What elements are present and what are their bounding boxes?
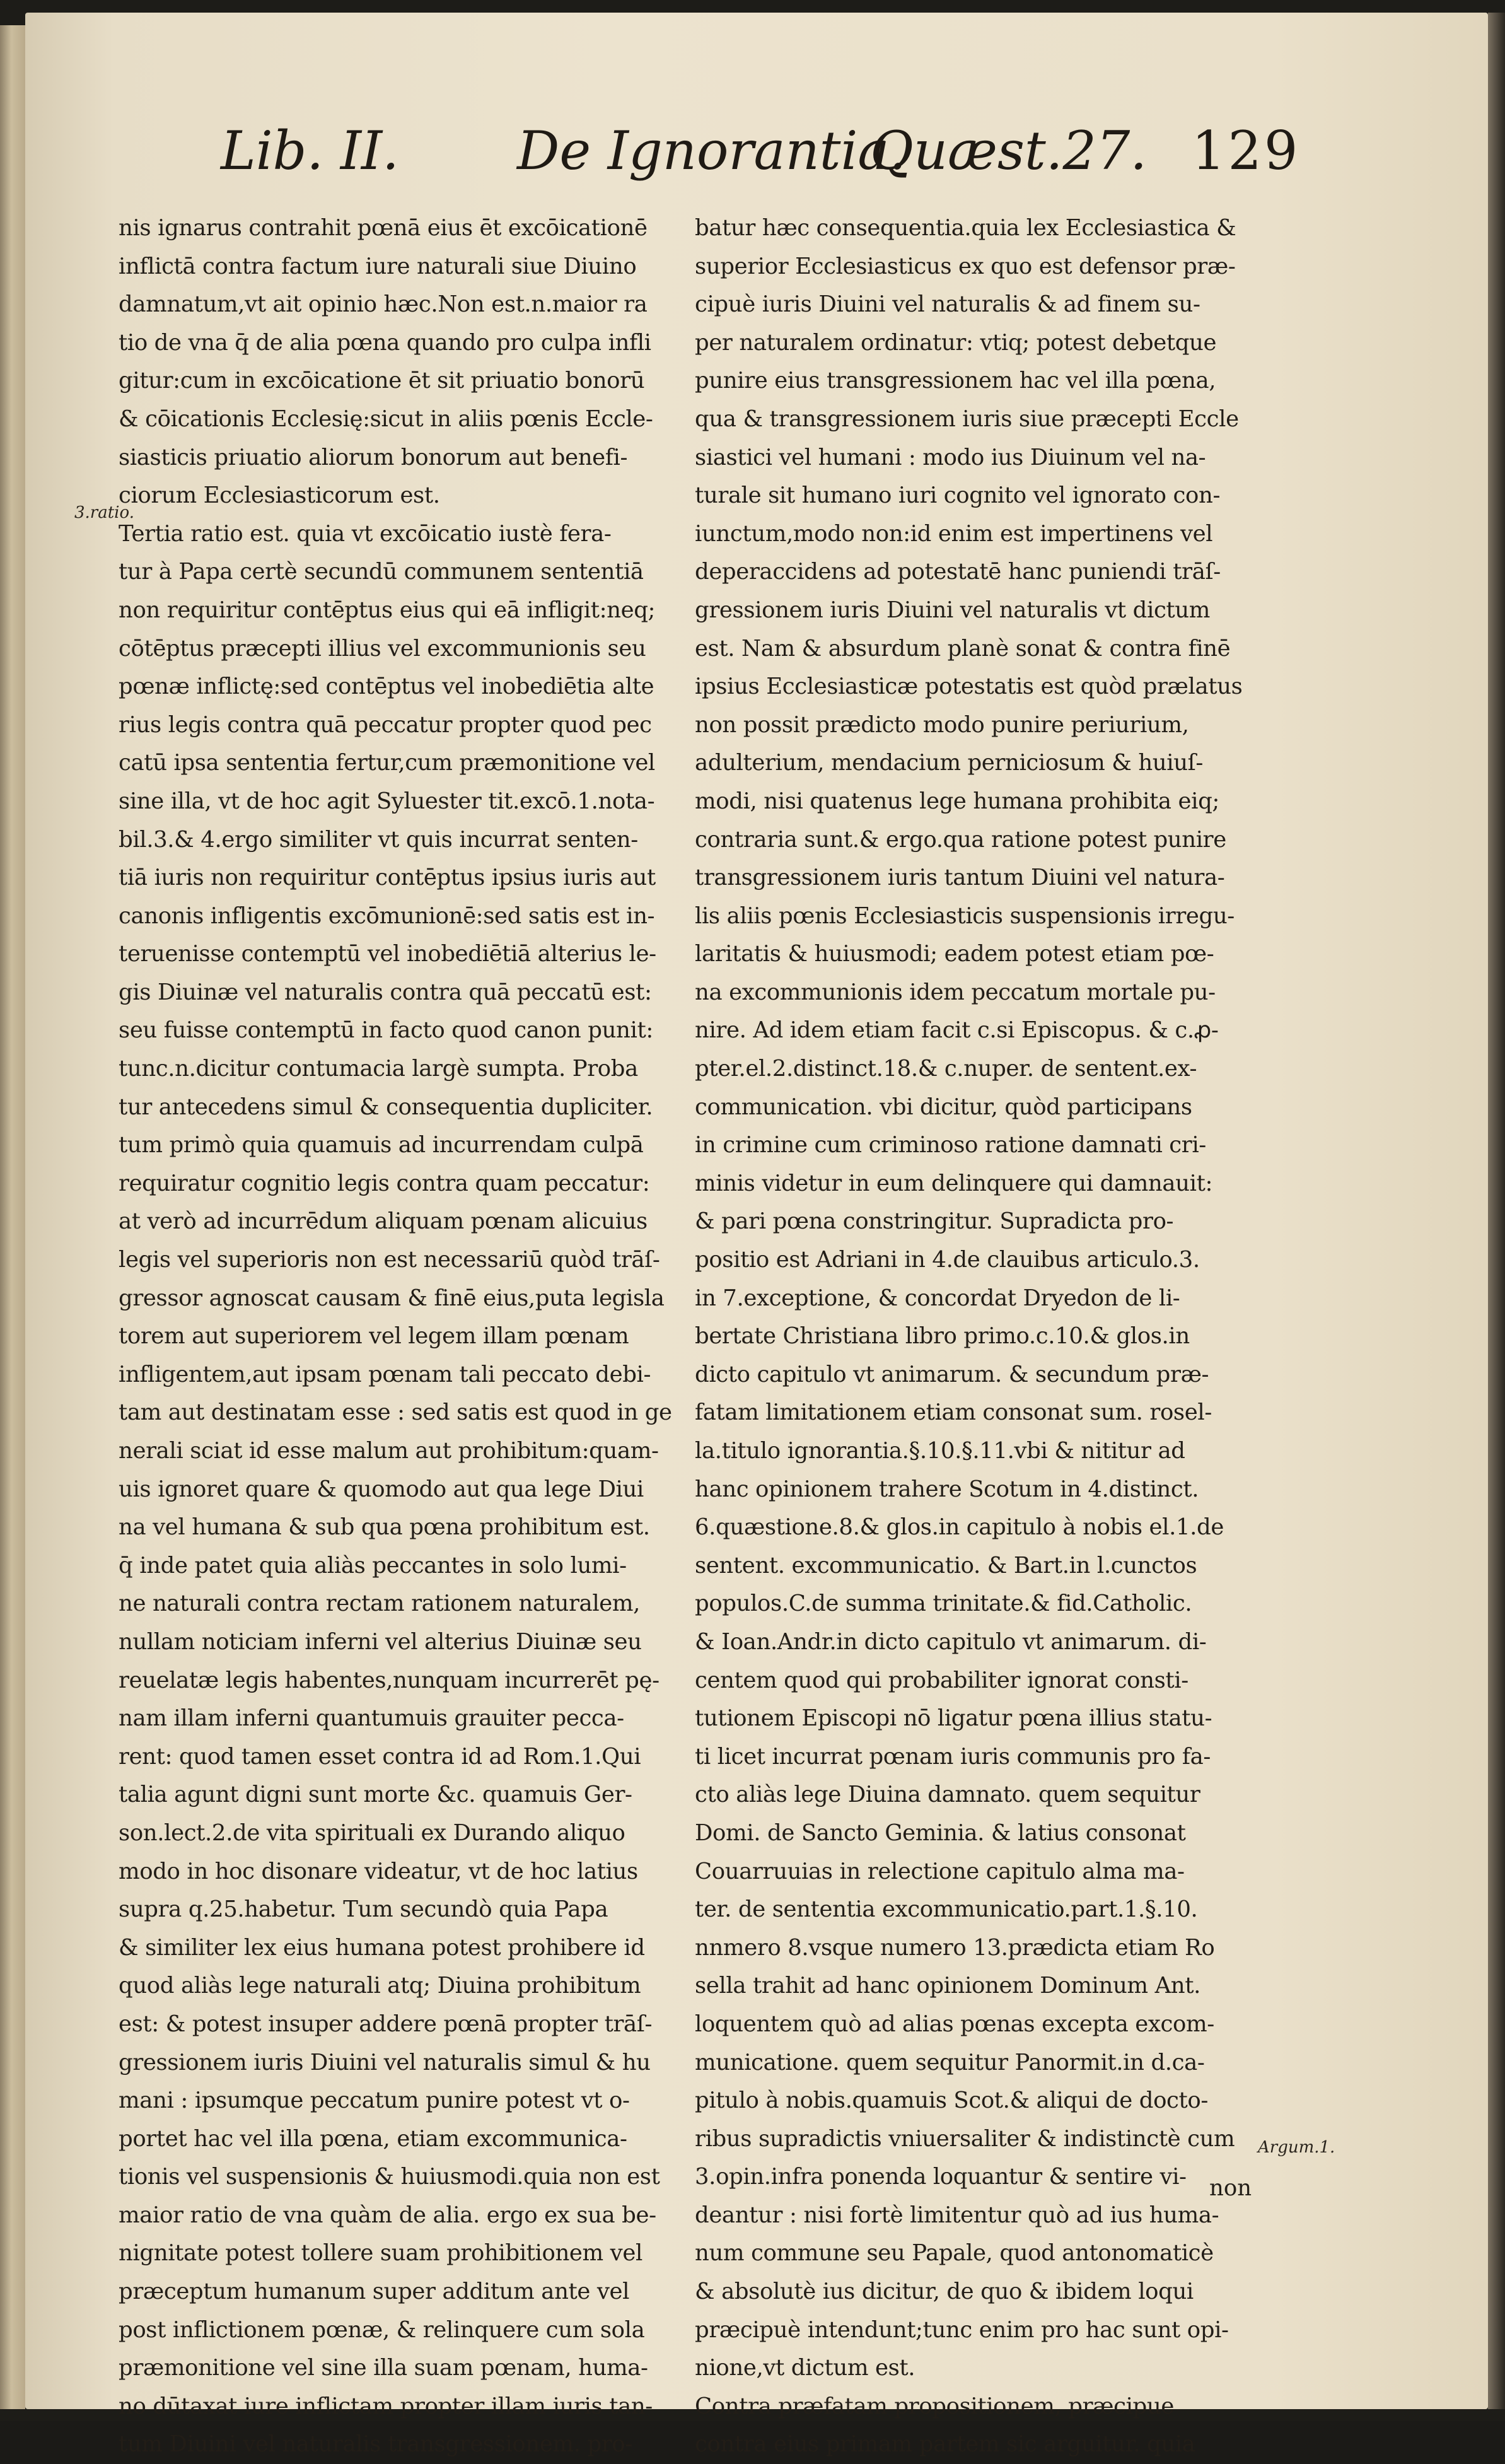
text-line: Domi. de Sancto Geminia. & latius consonat [695,1819,1186,1846]
header-book: Lib. II. [221,120,399,182]
text-line: & Ioan.Andr.in dicto capitulo vt animarum. di- [695,1628,1207,1655]
text-line: modi, nisi quatenus lege humana prohibita eiq; [695,788,1219,814]
text-line: punire eius transgressionem hac vel illa pœna, [695,368,1216,394]
text-line: adulterium, mendacium perniciosum & huiuſ- [695,750,1203,776]
text-line: minis videtur in eum delinquere qui damnauit: [695,1170,1212,1196]
text-line: qua & transgressionem iuris siue præcepti Eccle [695,406,1239,432]
text-line: infligentem,aut ipsam pœnam tali peccato debi- [119,1361,651,1387]
text-line: est: & potest insuper addere pœnā propter trāſ- [119,2011,653,2037]
text-line: nis ignarus contrahit pœnā eius ēt excōicationē [119,215,648,241]
text-line: reuelatæ legis habentes,nunquam incurrerēt pę- [119,1667,660,1693]
text-line: & similiter lex eius humana potest prohibere id [119,1934,645,1961]
text-line: damnatum,vt ait opinio hæc.Non est.n.maior ra [119,291,648,318]
text-line: tum primò quia quamuis ad incurrendam culpā [119,1132,644,1159]
text-line: mani : ipsumque peccatum punire potest vt o- [119,2087,630,2114]
text-line: nam illam inferni quantumuis grauiter pecca- [119,1705,624,1732]
left-text-column [119,209,680,2464]
text-line: sentent. excommunicatio. & Bart.in l.cunctos [695,1552,1197,1579]
text-line: post inflictionem pœnæ, & relinquere cum sola [119,2316,645,2343]
text-line: præceptum humanum super additum ante vel [119,2279,630,2305]
text-line: tionis vel suspensionis & huiusmodi.quia non est [119,2164,660,2190]
catchword: non [1209,2175,1252,2201]
text-line: requiratur cognitio legis contra quam peccatur: [119,1170,650,1196]
text-line: ribus supradictis vniuersaliter & indistinctè cum [695,2125,1235,2152]
text-line: na excommunionis idem peccatum mortale pu- [695,979,1216,1005]
text-line: municatione. quem sequitur Panormit.in d.ca- [695,2049,1205,2076]
text-line: non requiritur contēptus eius qui eā infligit:neq; [119,597,656,623]
text-line: & pari pœna constringitur. Supradicta pro- [695,1208,1174,1235]
text-line: uis ignoret quare & quomodo aut qua lege Diui [119,1476,644,1502]
text-line: loquentem quò ad alias pœnas excepta excom- [695,2011,1214,2037]
text-line: catū ipsa sententia fertur,cum præmonitione vel [119,750,655,776]
text-line: Contra præfatam propositionem, præcipue [695,2393,1174,2419]
text-line: canonis infligentis excōmunionē:sed satis est in- [119,902,655,929]
text-line: 3.opin.infra ponenda loquantur & sentire vi- [695,2164,1187,2190]
text-line: tiā iuris non requiritur contēptus ipsius iuris aut [119,865,656,891]
text-line: est. Nam & absurdum planè sonat & contra finē [695,635,1231,662]
text-line: ti licet incurrat pœnam iuris communis pro fa- [695,1743,1211,1770]
text-line: positio est Adriani in 4.de clauibus articulo.3. [695,1247,1200,1273]
header-title: De Ignorantia. [517,120,907,182]
text-line: siasticis priuatio aliorum bonorum aut benefi- [119,444,628,470]
text-line: & absolutè ius dicitur, de quo & ibidem loqui [695,2279,1194,2305]
text-line: cōtēptus præcepti illius vel excommunionis seu [119,635,646,662]
text-line: contraria sunt.& ergo.qua ratione potest punire [695,826,1226,853]
text-line: in crimine cum criminoso ratione damnati cri- [695,1132,1206,1159]
text-line: torem aut superiorem vel legem illam pœnam [119,1323,629,1350]
facing-page-edge [0,25,25,2409]
text-line: teruenisse contemptū vel inobediētiā alterius le- [119,941,656,967]
text-line: fatam limitationem etiam consonat sum. rosel- [695,1399,1212,1426]
right-text-column [695,209,1281,2464]
text-line: modo in hoc disonare videatur, vt de hoc latius [119,1858,638,1884]
text-line: q̄ inde patet quia aliàs peccantes in solo lumi- [119,1552,627,1579]
text-line: ipsius Ecclesiasticæ potestatis est quòd prælatus [695,674,1243,700]
text-line: tunc.n.dicitur contumacia largè sumpta. Proba [119,1056,638,1082]
text-line: sella trahit ad hanc opinionem Dominum Ant. [695,1973,1201,1999]
text-line: transgressionem iuris tantum Diuini vel natura- [695,865,1225,891]
text-line: tutionem Episcopi nō ligatur pœna illius statu- [695,1705,1212,1732]
margin-note-ratio: 3.ratio. [74,503,134,522]
text-line: turale sit humano iuri cognito vel ignorato con- [695,482,1221,509]
text-line: pitulo à nobis.quamuis Scot.& aliqui de docto- [695,2087,1208,2114]
text-line: nire. Ad idem etiam facit c.si Episcopus. & c.ꝓ- [695,1017,1219,1044]
text-line: populos.C.de summa trinitate.& fid.Catholic. [695,1591,1192,1617]
text-line: Couarruuias in relectione capitulo alma ma- [695,1858,1185,1884]
text-line: gressionem iuris Diuini vel naturalis vt dictum [695,597,1211,623]
text-line: cto aliàs lege Diuina damnato. quem sequitur [695,1782,1200,1808]
text-line: deantur : nisi fortè limitentur quò ad ius huma- [695,2202,1219,2228]
text-line: bertate Christiana libro primo.c.10.& glos.in [695,1323,1190,1350]
text-line: nerali sciat id esse malum aut prohibitum:quam- [119,1438,659,1464]
text-line: talia agunt digni sunt morte &c. quamuis Ger- [119,1782,632,1808]
page-edge-shadow [1488,13,1505,2409]
text-line: nullam noticiam inferni vel alterius Diuinæ seu [119,1628,642,1655]
text-line: in 7.exceptione, & concordat Dryedon de li- [695,1285,1180,1311]
text-line: dicto capitulo vt animarum. & secundum præ- [695,1361,1209,1387]
text-line: pter.el.2.distinct.18.& c.nuper. de sentent.ex- [695,1056,1197,1082]
text-line: laritatis & huiusmodi; eadem potest etiam pœ- [695,941,1214,967]
margin-note-argum: Argum.1. [1258,2138,1335,2157]
text-line: siastici vel humani : modo ius Diuinum vel na- [695,444,1206,470]
text-line: gressionem iuris Diuini vel naturalis simul & hu [119,2049,651,2076]
text-line: communication. vbi dicitur, quòd participans [695,1094,1192,1120]
text-line: tio de vna q̄ de alia pœna quando pro culpa infli [119,329,651,356]
text-line: rius legis contra quā peccatur propter quod pec [119,711,652,738]
text-line: tum Diuini vel naturalis transgressionem. pro- [119,2431,632,2458]
text-line: hanc opinionem trahere Scotum in 4.distinct. [695,1476,1199,1502]
header-question: Quæst.27. [870,120,1148,182]
text-line: son.lect.2.de vita spirituali ex Durando aliquo [119,1819,625,1846]
text-line: non possit prædicto modo punire periurium, [695,711,1189,738]
text-line: nione,vt dictum est. [695,2355,915,2381]
text-line: cipuè iuris Diuini vel naturalis & ad finem su- [695,291,1200,318]
text-line: 6.quæstione.8.& glos.in capitulo à nobis el.1.de [695,1514,1224,1541]
text-line: at verò ad incurrēdum aliquam pœnam alicuius [119,1208,648,1235]
text-line: legis vel superioris non est necessariū quòd trāſ- [119,1247,660,1273]
book-page [25,13,1488,2458]
text-line: gis Diuinæ vel naturalis contra quā peccatū est: [119,979,652,1005]
text-line: no dūtaxat iure inflictam propter illam iuris tan- [119,2393,653,2419]
text-line: sine illa, vt de hoc agit Syluester tit.excō.1.nota- [119,788,655,814]
text-line: tur à Papa certè secundū communem sententiā [119,559,644,585]
text-line: supra q.25.habetur. Tum secundò quia Papa [119,1896,608,1923]
text-line: tam aut destinatam esse : sed satis est quod in ge [119,1399,672,1426]
text-line: tur antecedens simul & consequentia dupliciter. [119,1094,653,1120]
page-number: 129 [1192,120,1301,182]
text-line: batur hæc consequentia.quia lex Ecclesiastica & [695,215,1236,241]
text-line: bil.3.& 4.ergo similiter vt quis incurrat senten- [119,826,638,853]
running-header [25,120,1488,189]
text-line: centem quod qui probabiliter ignorat consti- [695,1667,1188,1693]
text-line: pœnæ inflictę:sed contēptus vel inobediētia alte [119,674,654,700]
text-line: gressor agnoscat causam & finē eius,puta legisla [119,1285,665,1311]
text-line: gitur:cum in excōicatione ēt sit priuatio bonorū [119,368,645,394]
text-line: per naturalem ordinatur: vtiq; potest debetque [695,329,1217,356]
text-line: iunctum,modo non:id enim est impertinens vel [695,520,1213,547]
text-line: la.titulo ignorantia.§.10.§.11.vbi & nititur ad [695,1438,1185,1464]
text-line: seu fuisse contemptū in facto quod canon punit: [119,1017,653,1044]
text-line: contra eius primam partem sic arguitur. quia [695,2431,1195,2458]
text-line: lis aliis pœnis Ecclesiasticis suspensionis irregu- [695,902,1235,929]
text-line: nignitate potest tollere suam prohibitionem vel [119,2240,642,2267]
text-line: inflictā contra factum iure naturali siue Diuino [119,253,637,279]
text-line: & cōicationis Ecclesię:sicut in aliis pœnis Eccle- [119,406,653,432]
text-line: maior ratio de vna quàm de alia. ergo ex sua be- [119,2202,656,2228]
text-line: na vel humana & sub qua pœna prohibitum est. [119,1514,650,1541]
text-line: rent: quod tamen esset contra id ad Rom.1.Qui [119,1743,641,1770]
text-line: ter. de sententia excommunicatio.part.1.§.10. [695,1896,1198,1923]
text-line: quod aliàs lege naturali atq; Diuina prohibitum [119,1973,641,1999]
text-line: ne naturali contra rectam rationem naturalem, [119,1591,641,1617]
text-line: Tertia ratio est. quia vt excōicatio iustè fera- [119,520,612,547]
text-line: nnmero 8.vsque numero 13.prædicta etiam Ro [695,1934,1215,1961]
text-line: num commune seu Papale, quod antonomaticè [695,2240,1214,2267]
text-line: deperaccidens ad potestatē hanc puniendi trāſ- [695,559,1221,585]
text-line: superior Ecclesiasticus ex quo est defensor præ- [695,253,1236,279]
text-line: præmonitione vel sine illa suam pœnam, huma- [119,2355,648,2381]
text-line: ciorum Ecclesiasticorum est. [119,482,440,509]
text-line: portet hac vel illa pœna, etiam excommunica- [119,2125,627,2152]
text-line: præcipuè intendunt;tunc enim pro hac sunt opi- [695,2316,1229,2343]
